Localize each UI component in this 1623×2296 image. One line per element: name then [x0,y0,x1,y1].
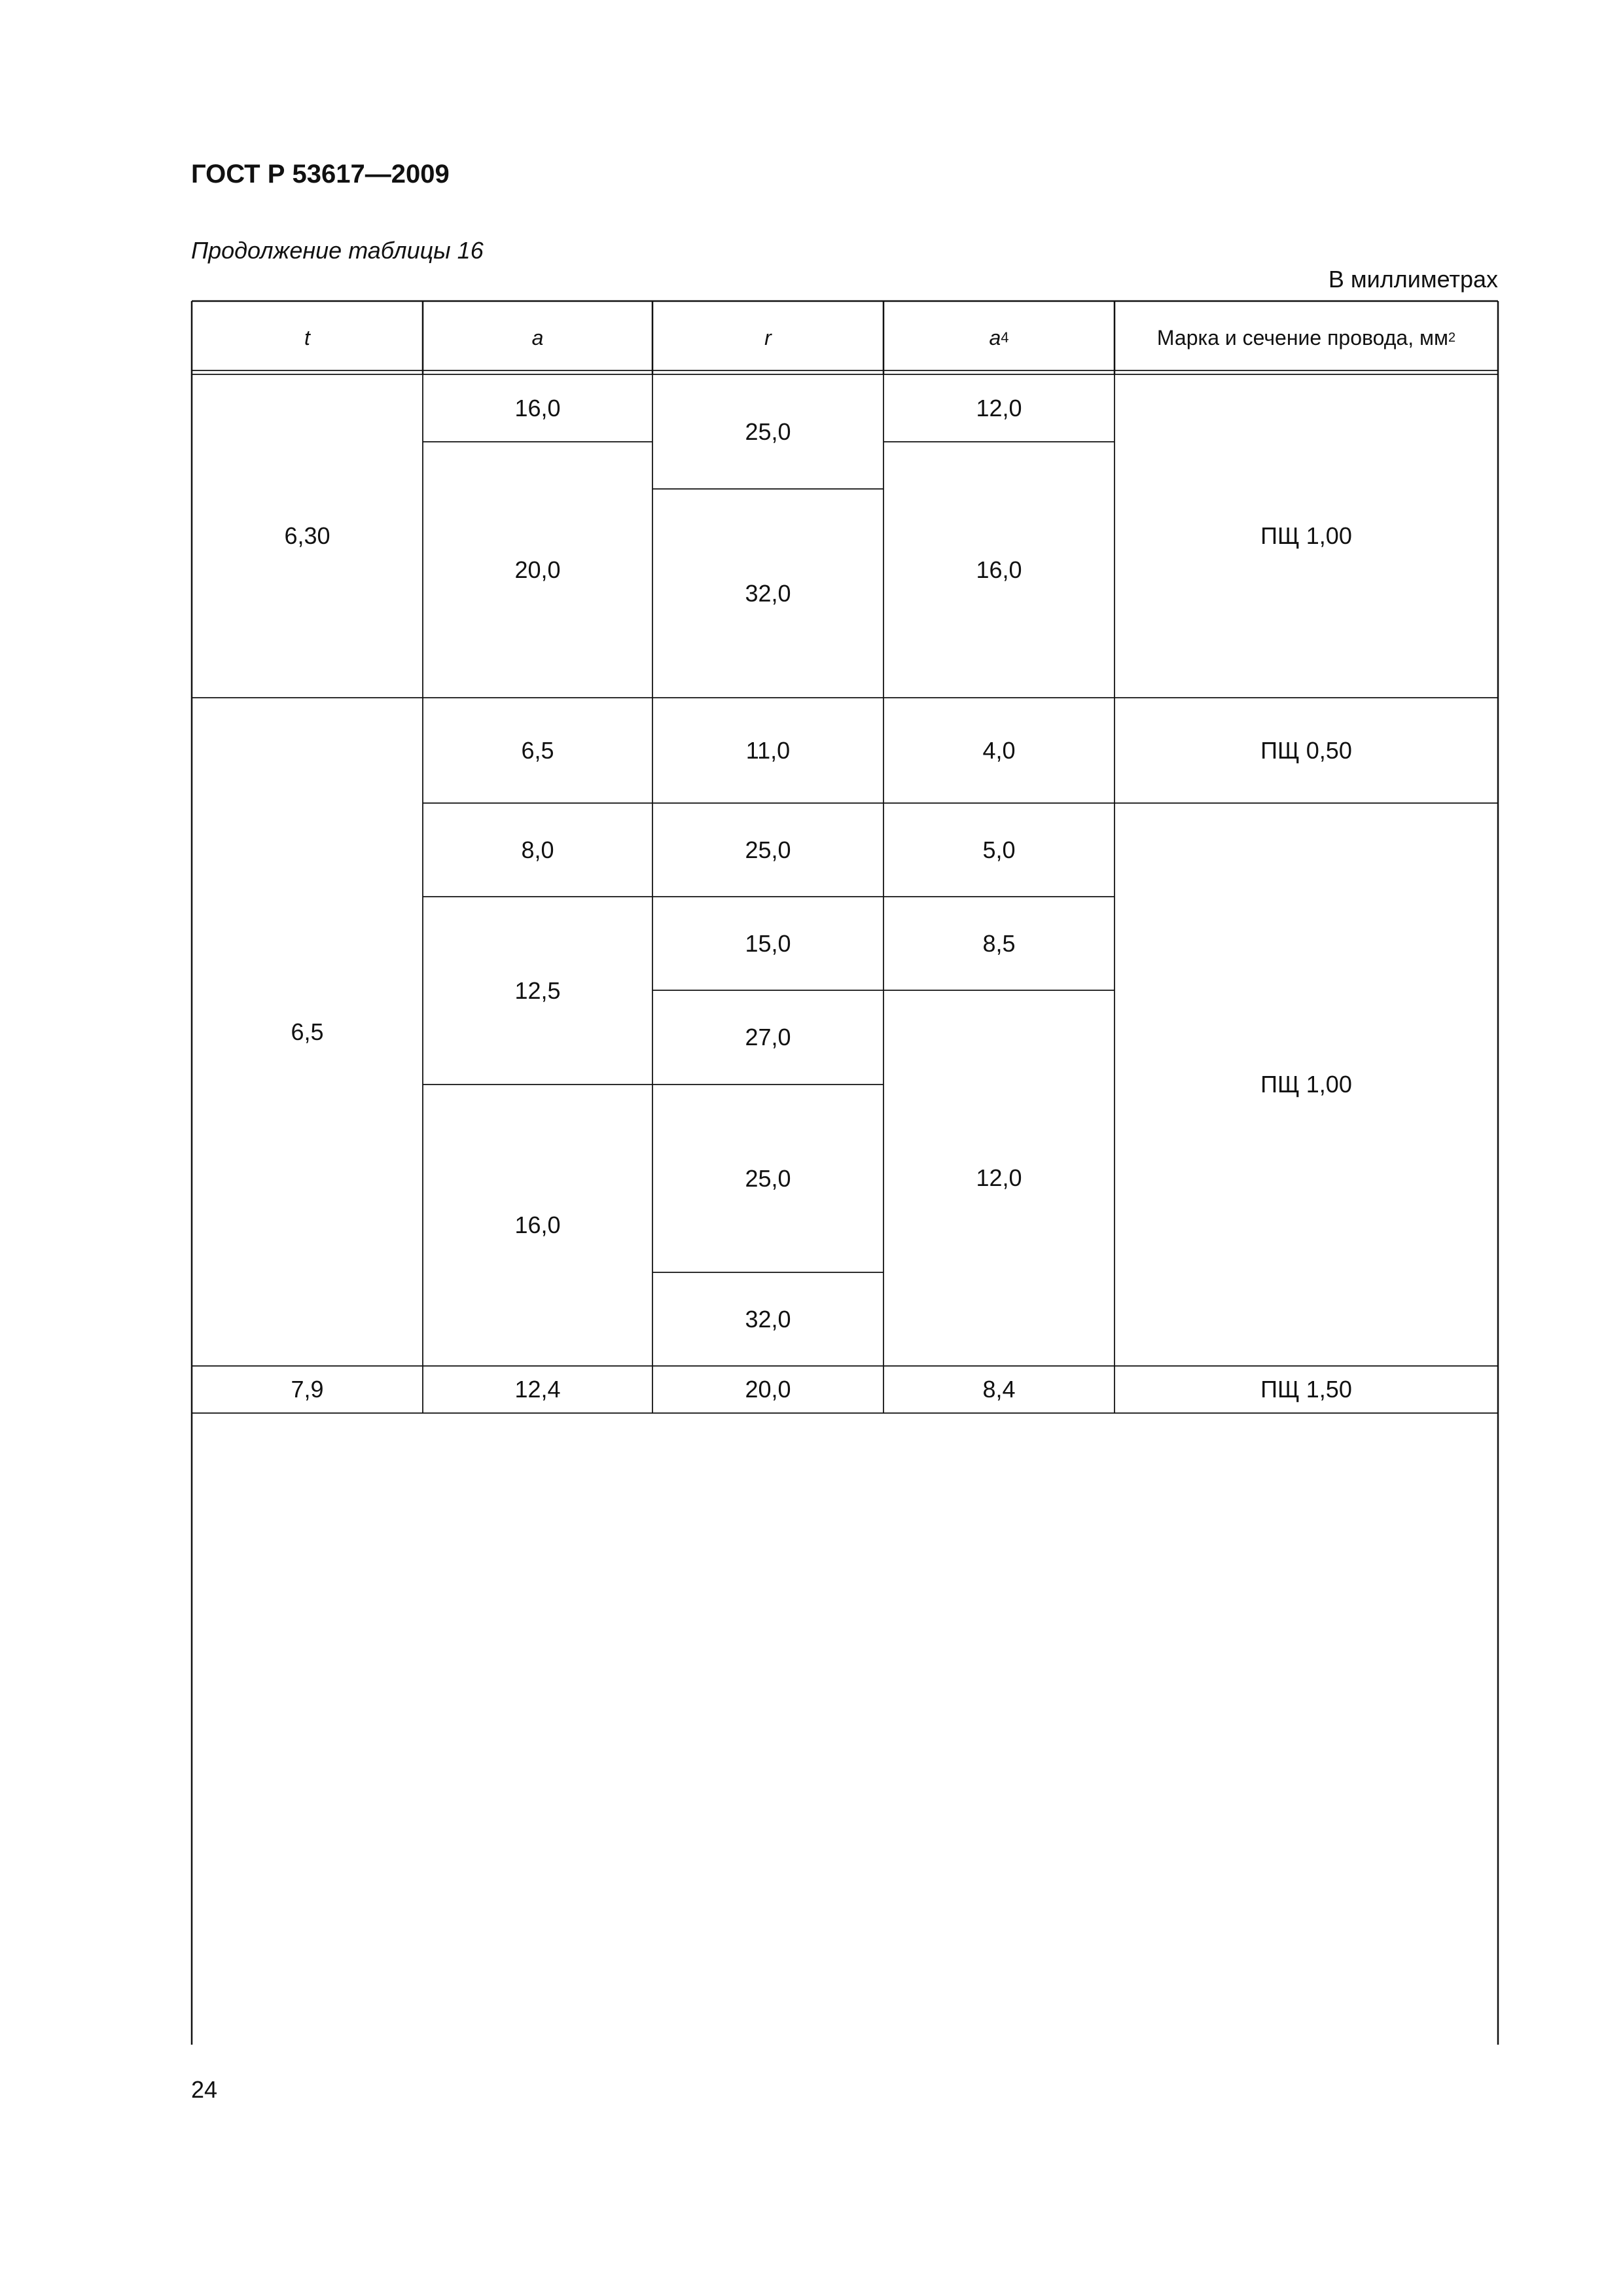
table-cell: 15,0 [745,929,791,957]
table-cell: ПЩ 1,50 [1260,1376,1352,1403]
table-cell: 12,0 [976,394,1022,422]
table-cell: 6,30 [284,522,330,549]
table-cell: 16,0 [514,394,561,422]
table-cell: 8,5 [982,929,1016,957]
table-cell: 6,5 [291,1018,324,1045]
header-mark: Марка и сечение провода, мм 2 [1156,325,1456,350]
header-t: t [304,325,310,350]
table-cell: 12,5 [514,977,561,1004]
table-cell: 32,0 [745,579,791,607]
table-cell: 4,0 [982,736,1016,764]
table-cell: 27,0 [745,1024,791,1050]
page-number: 24 [191,2076,218,2103]
table-cell: 25,0 [745,1164,791,1192]
header-r: r [764,325,772,350]
table-cell: 16,0 [976,556,1022,583]
table-cell: ПЩ 1,00 [1260,522,1352,549]
table-cell: 8,4 [982,1376,1016,1403]
table-cell: 8,0 [521,836,554,863]
table-cell: 7,9 [291,1376,324,1403]
table-cell: ПЩ 0,50 [1260,736,1352,764]
table-cell: ПЩ 1,00 [1260,1071,1352,1098]
table-cell: 20,0 [745,1376,791,1403]
table-cell: 12,4 [514,1376,561,1403]
table-cell: 16,0 [514,1211,561,1238]
document-code: ГОСТ Р 53617—2009 [191,160,450,188]
table-cell: 12,0 [976,1164,1022,1191]
table-cell: 5,0 [982,836,1016,863]
header-a4: a 4 [989,325,1009,350]
table-cell: 25,0 [745,418,791,445]
table-cell: 11,0 [745,736,791,764]
table-cell: 32,0 [745,1305,791,1333]
header-a: a [531,325,544,350]
table-caption: Продолжение таблицы 16 [191,237,484,264]
table-cell: 6,5 [521,736,554,764]
units-note: В миллиметрах [1328,266,1498,293]
table-cell: 20,0 [514,556,561,583]
table-cell: 25,0 [745,836,791,863]
